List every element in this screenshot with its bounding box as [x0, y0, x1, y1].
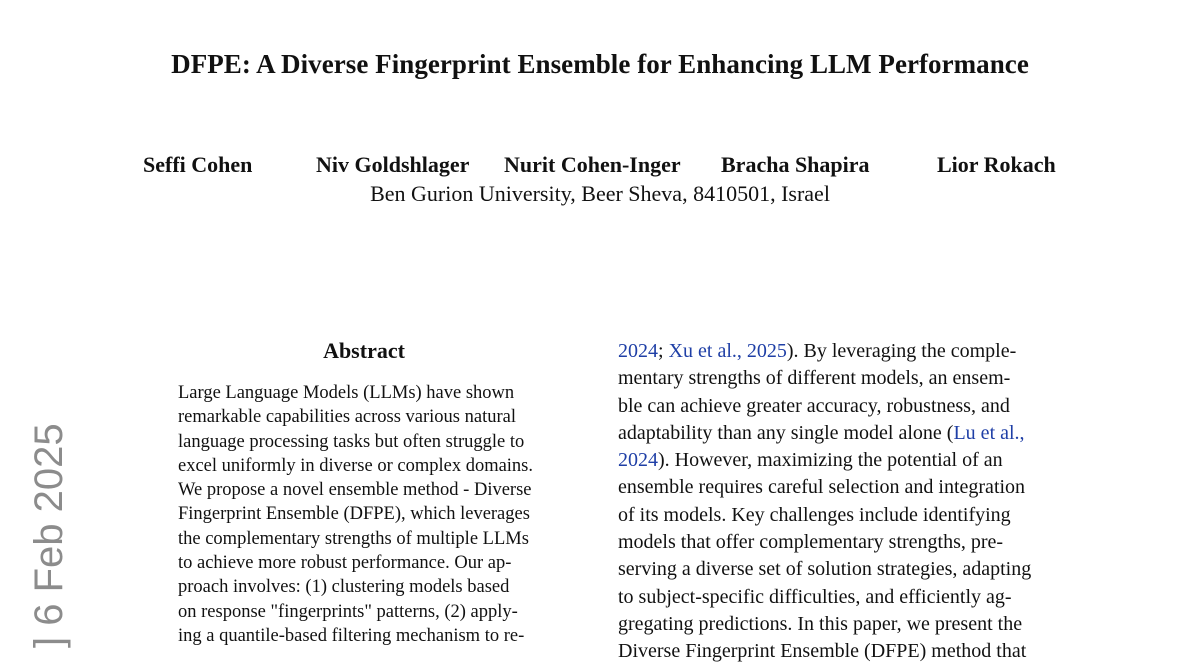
body-line: serving a diverse set of solution strategies, adapting: [618, 558, 1032, 581]
citation-link[interactable]: Xu et al., 2025: [668, 340, 787, 362]
author-name: Niv Goldshlager: [316, 152, 470, 177]
body-line: mentary strengths of different models, an ensem-: [618, 367, 1011, 390]
body-line: to subject-specific difficulties, and efficiently ag-: [618, 585, 1012, 608]
author-name: Lior Rokach: [937, 152, 1056, 177]
abstract-line: remarkable capabilities across various natural: [178, 407, 516, 428]
abstract-line: the complementary strengths of multiple LLMs: [178, 528, 529, 549]
body-line: Diverse Fingerprint Ensemble (DFPE) method that: [618, 640, 1027, 663]
affiliation: Ben Gurion University, Beer Sheva, 8410501, Israel: [370, 181, 830, 206]
body-text: ). However, maximizing the potential of an: [658, 449, 1003, 472]
body-column: [618, 338, 1062, 666]
body-line: [618, 338, 1062, 365]
body-line: ensemble requires careful selection and integration: [618, 476, 1026, 499]
abstract-body: [178, 381, 558, 648]
body-line: gregating predictions. In this paper, we present the: [618, 612, 1023, 635]
abstract-line: Fingerprint Ensemble (DFPE), which leverages: [178, 504, 530, 525]
body-text: ;: [658, 340, 669, 362]
author-name: Nurit Cohen-Inger: [504, 152, 681, 177]
body-line: models that offer complementary strengths, pre-: [618, 531, 1004, 554]
abstract-line: excel uniformly in diverse or complex domains.: [178, 455, 534, 476]
abstract-line: proach involves: (1) clustering models based: [178, 577, 510, 598]
body-line: of its models. Key challenges include identifying: [618, 503, 1011, 526]
citation-link[interactable]: Lu et al.,: [953, 421, 1025, 444]
paper-title: DFPE: A Diverse Fingerprint Ensemble for Enhancing LLM Performance: [171, 49, 1029, 79]
abstract-line: ing a quantile-based filtering mechanism to re-: [178, 625, 525, 646]
body-line: [618, 420, 1062, 447]
body-line: [618, 447, 1062, 474]
abstract-line: to achieve more robust performance. Our ap-: [178, 553, 512, 574]
author-name: Bracha Shapira: [721, 152, 870, 177]
body-text: adaptability than any single model alone (: [618, 421, 954, 444]
abstract-line: on response "fingerprints" patterns, (2) apply-: [178, 601, 518, 622]
citation-link[interactable]: 2024: [618, 449, 658, 472]
author-name: Seffi Cohen: [143, 152, 253, 177]
abstract-line: language processing tasks but often struggle to: [178, 431, 525, 452]
abstract-line: We propose a novel ensemble method - Diverse: [178, 480, 532, 501]
body-line: ble can achieve greater accuracy, robustness, and: [618, 394, 1010, 417]
arxiv-side-stamp: ] 6 Feb 2025: [27, 423, 71, 648]
body-text: ). By leveraging the comple-: [786, 340, 1017, 362]
abstract-heading: Abstract: [323, 338, 405, 363]
abstract-line: Large Language Models (LLMs) have shown: [178, 383, 515, 403]
citation-link[interactable]: 2024: [618, 340, 658, 362]
